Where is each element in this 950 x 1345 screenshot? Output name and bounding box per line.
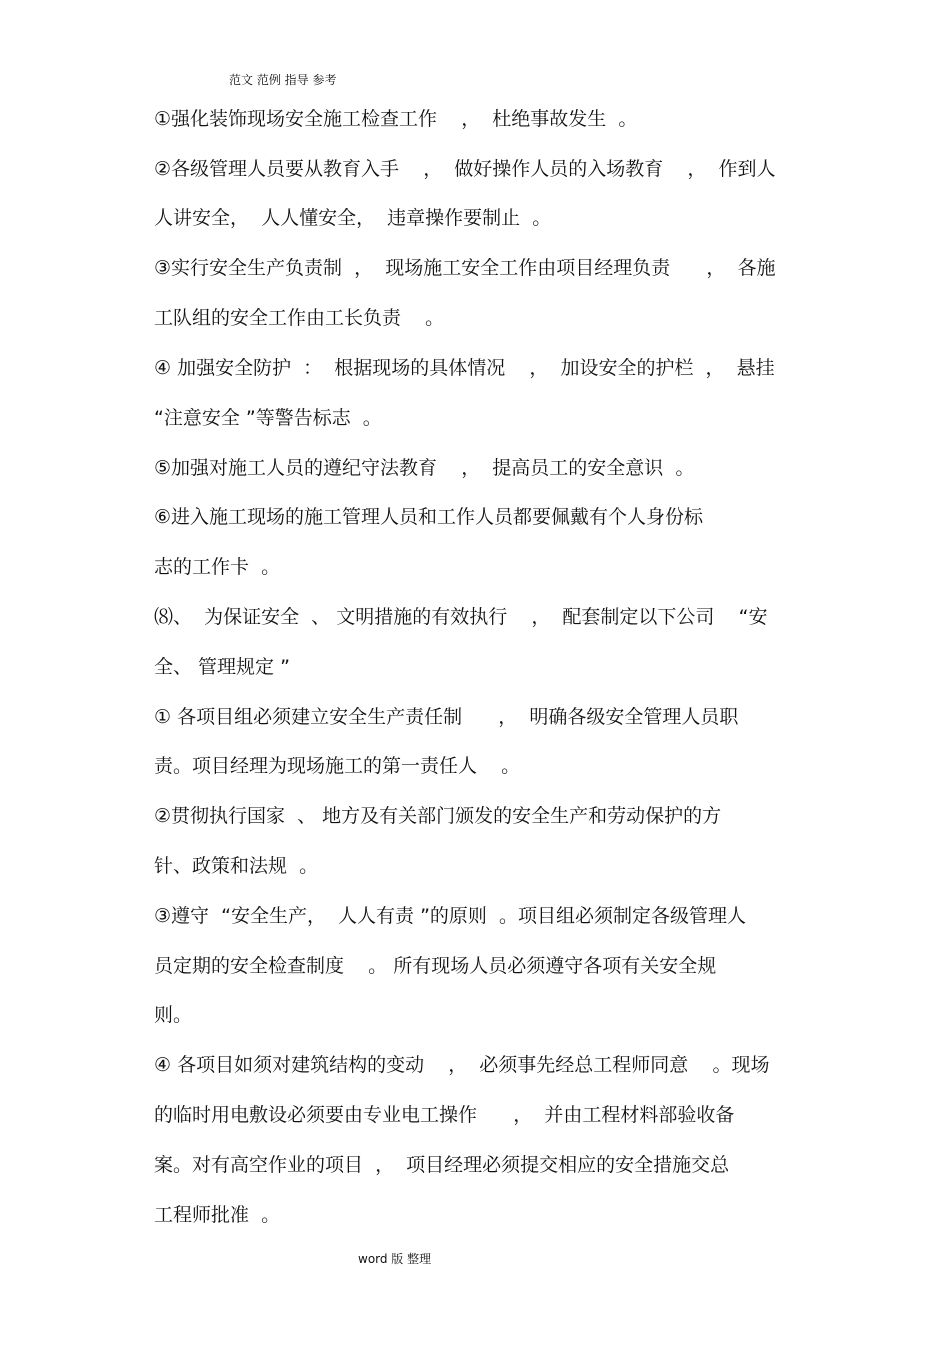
text-line: 工队组的安全工作由工长负责 。 (154, 307, 445, 329)
text-line: ②各级管理人员要从教育入手 ， 做好操作人员的入场教育 ， 作到人 (154, 158, 776, 180)
text-line: ③实行安全生产负责制 ， 现场施工安全工作由项目经理负责 ， 各施 (154, 257, 776, 279)
text-line: ⑤加强对施工人员的遵纪守法教育 ， 提高员工的安全意识 。 (154, 457, 695, 479)
page-header: 范文 范例 指导 参考 (229, 73, 337, 87)
text-line: ⑻、 为保证安全 、 文明措施的有效执行 ， 配套制定以下公司 “安 (154, 606, 768, 628)
text-line: 志的工作卡 。 (154, 556, 281, 578)
text-line: ① 各项目组必须建立安全生产责任制 ， 明确各级安全管理人员职 (154, 706, 739, 728)
text-line: 针、政策和法规 。 (154, 855, 319, 877)
text-line: ⑥进入施工现场的施工管理人员和工作人员都要佩戴有个人身份标 (154, 506, 704, 528)
text-line: ④ 各项目如须对建筑结构的变动 ， 必须事先经总工程师同意 。现场 (154, 1054, 770, 1076)
text-line: ②贯彻执行国家 、 地方及有关部门颁发的安全生产和劳动保护的方 (154, 805, 722, 827)
text-line: 责。项目经理为现场施工的第一责任人 。 (154, 755, 521, 777)
text-line: ①强化装饰现场安全施工检查工作 ， 杜绝事故发生 。 (154, 108, 638, 130)
text-line: 工程师批准 。 (154, 1204, 281, 1226)
text-line: ④ 加强安全防护 ： 根据现场的具体情况 ， 加设安全的护栏 ， 悬挂 (154, 357, 775, 379)
text-line: 全、 管理规定 ” (154, 656, 290, 678)
text-line: 人讲安全， 人人懂安全， 违章操作要制止 。 (154, 207, 552, 229)
text-line: 则。 (154, 1004, 193, 1026)
text-line: ③遵守 “安全生产， 人人有责 ”的原则 。项目组必须制定各级管理人 (154, 905, 746, 927)
text-line: 的临时用电敷设必须要由专业电工操作 ， 并由工程材料部验收备 (154, 1104, 735, 1126)
text-line: 员定期的安全检查制度 。 所有现场人员必须遵守各项有关安全规 (154, 955, 717, 977)
text-line: 案。对有高空作业的项目 ， 项目经理必须提交相应的安全措施交总 (154, 1154, 730, 1176)
page-footer: word 版 整理 (358, 1252, 432, 1266)
text-line: “注意安全 ”等警告标志 。 (154, 407, 382, 429)
